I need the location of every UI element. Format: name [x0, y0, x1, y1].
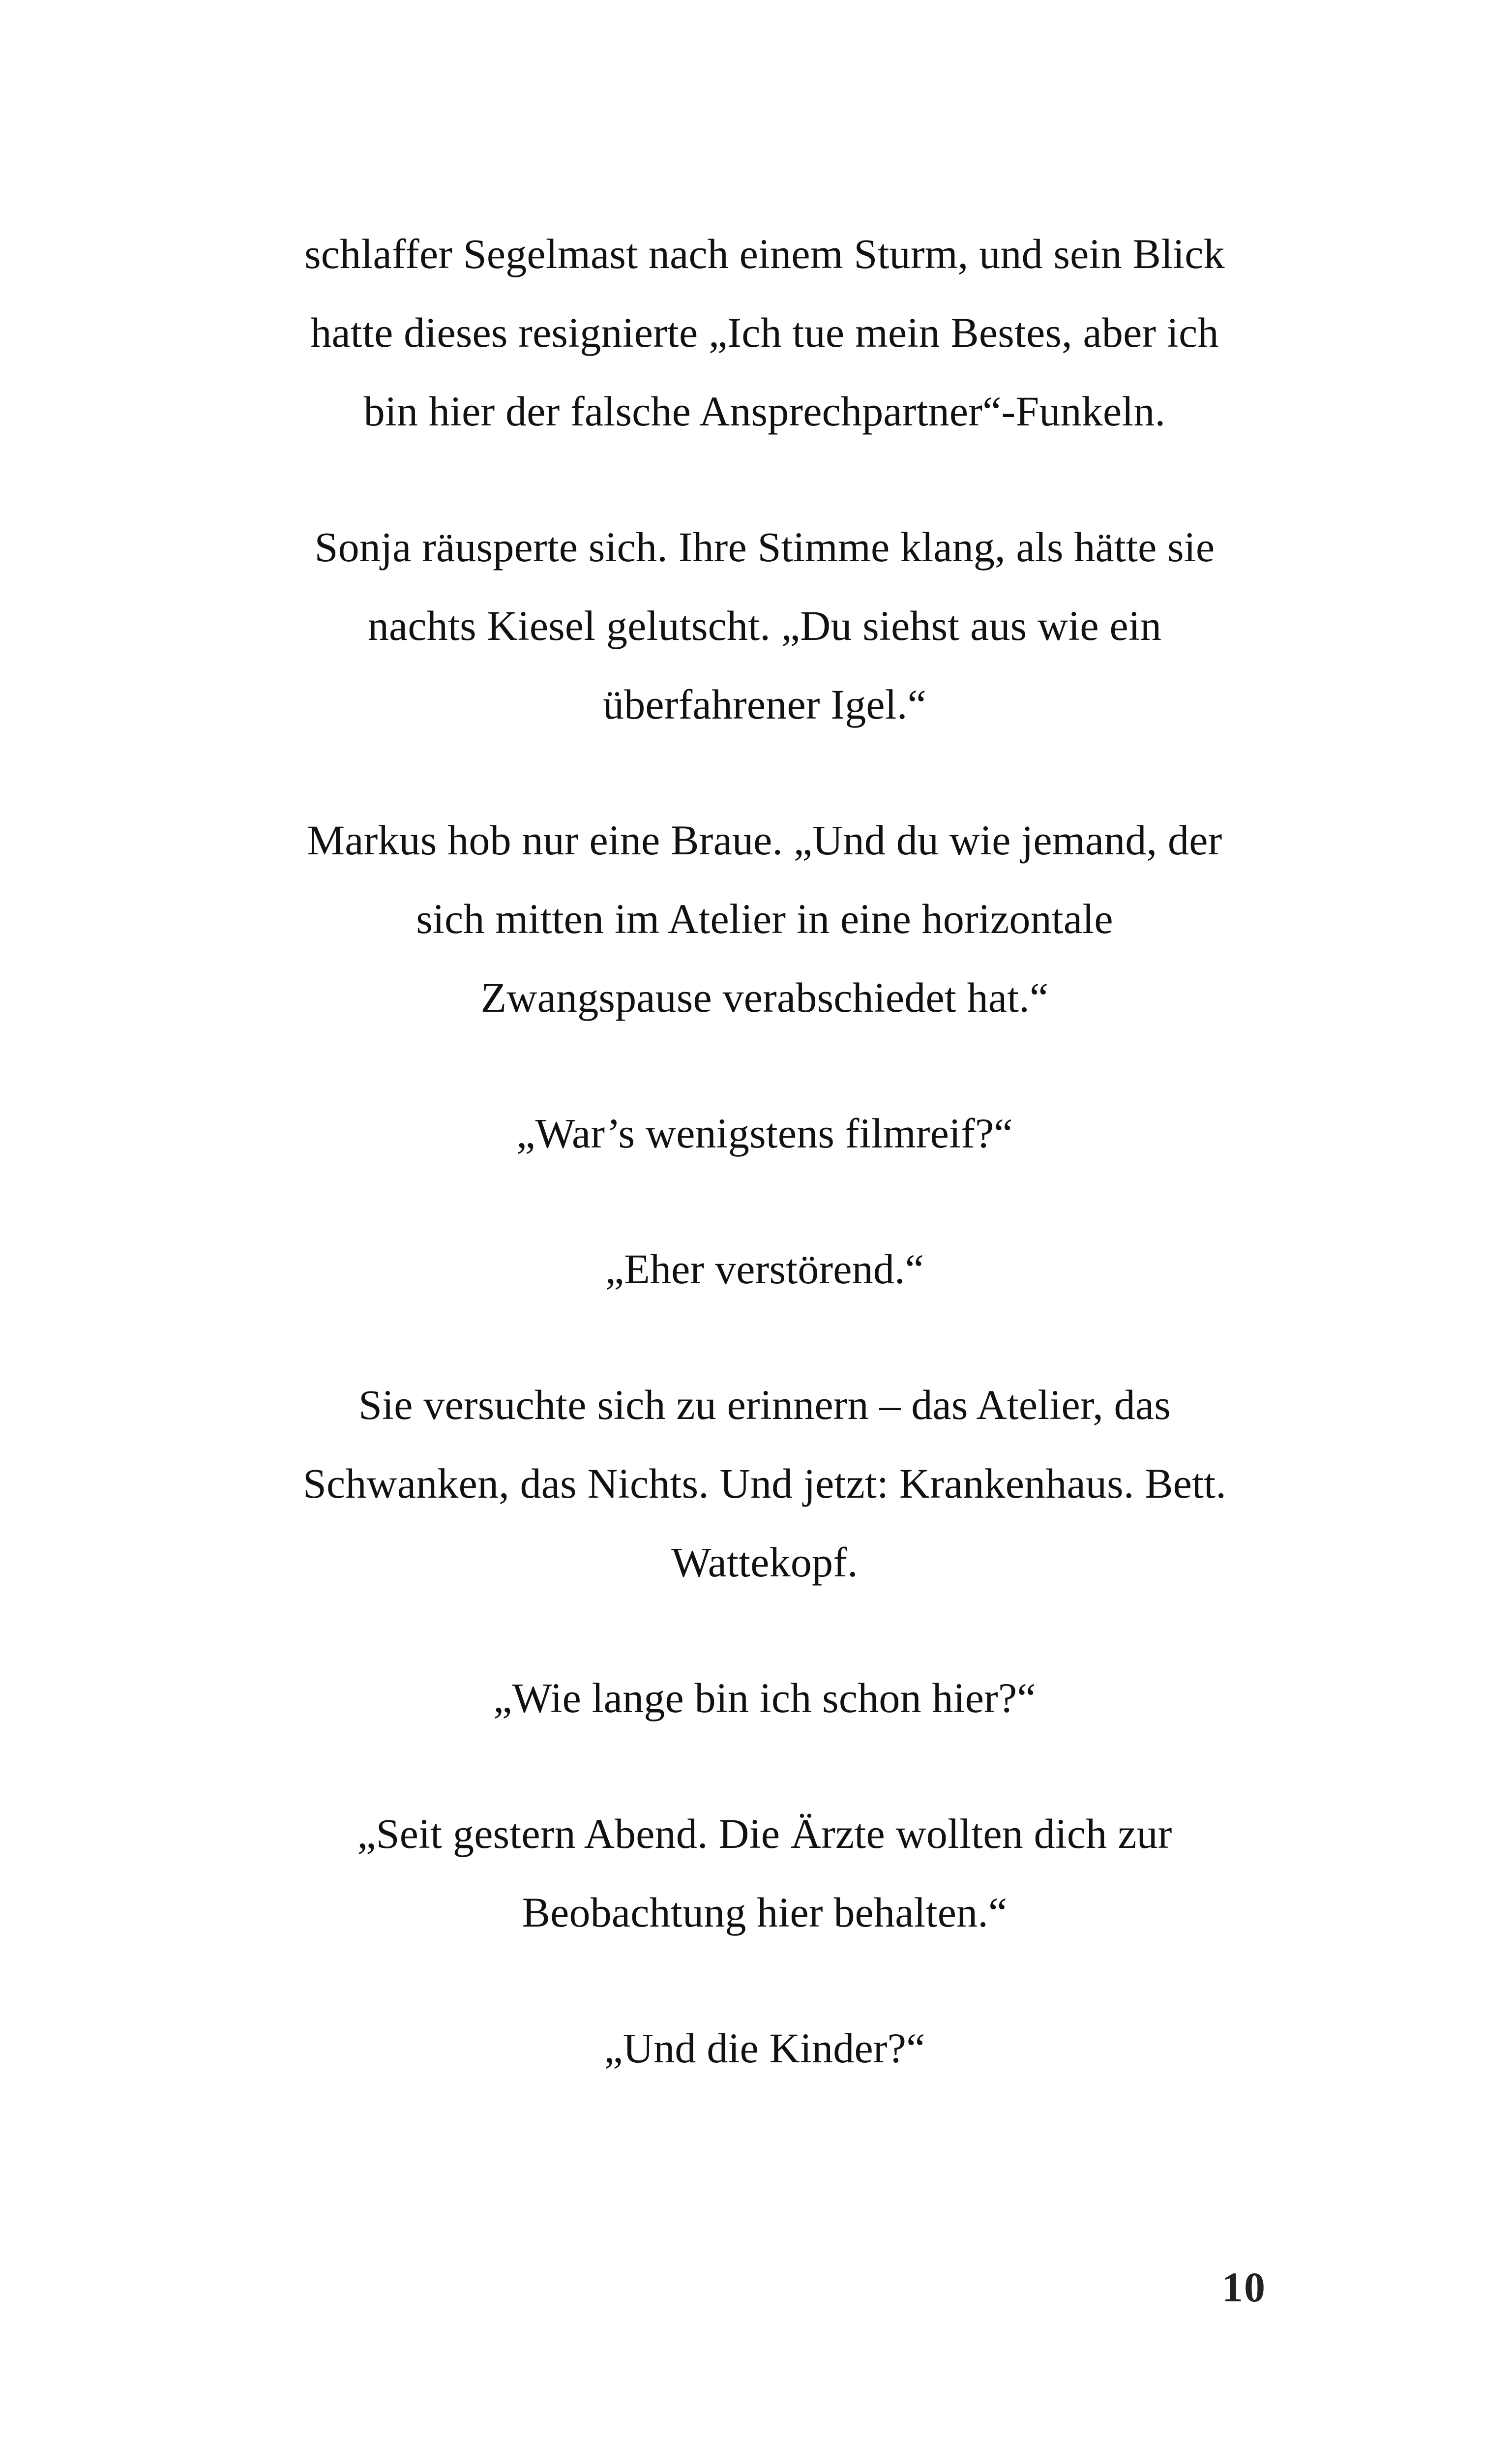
text-line: Wattekopf. [671, 1538, 858, 1586]
paragraph-5 [275, 1230, 1254, 1308]
text-line: nachts Kiesel gelutscht. „Du siehst aus wie ein [367, 602, 1162, 649]
page-number: 10 [1222, 2263, 1266, 2311]
text-line: Beobachtung hier behalten.“ [522, 1889, 1008, 1936]
text-line: Zwangspause verabschiedet hat.“ [480, 974, 1049, 1021]
text-line: „Und die Kinder?“ [604, 2024, 925, 2072]
text-line: Markus hob nur eine Braue. „Und du wie jemand, der [307, 816, 1222, 864]
text-line: Sie versuchte sich zu erinnern – das Atelier, das [358, 1381, 1171, 1428]
text-line: überfahrener Igel.“ [603, 681, 926, 728]
text-line: „Seit gestern Abend. Die Ärzte wollten dich zur [357, 1810, 1172, 1857]
paragraph-6 [275, 1365, 1254, 1601]
paragraph-2 [275, 508, 1254, 744]
text-line: hatte dieses resignierte „Ich tue mein Bestes, aber ich [310, 309, 1219, 356]
paragraph-3 [275, 801, 1254, 1037]
text-line: „Eher verstörend.“ [605, 1245, 924, 1293]
body-text [275, 214, 1254, 2144]
paragraph-7 [275, 1659, 1254, 1737]
text-line: Sonja räusperte sich. Ihre Stimme klang, als hätte sie [314, 523, 1215, 571]
text-line: „Wie lange bin ich schon hier?“ [493, 1674, 1036, 1721]
paragraph-4 [275, 1094, 1254, 1173]
paragraph-9 [275, 2009, 1254, 2087]
text-line: sich mitten im Atelier in eine horizontale [416, 895, 1113, 942]
text-line: „War’s wenigstens filmreif?“ [516, 1110, 1013, 1157]
paragraph-1 [275, 214, 1254, 451]
text-line: bin hier der falsche Ansprechpartner“-Funkeln. [363, 388, 1166, 435]
text-line: schlaffer Segelmast nach einem Sturm, und sein Blick [304, 230, 1225, 277]
text-line: Schwanken, das Nichts. Und jetzt: Krankenhaus. Bett. [302, 1460, 1227, 1507]
paragraph-8 [275, 1794, 1254, 1952]
